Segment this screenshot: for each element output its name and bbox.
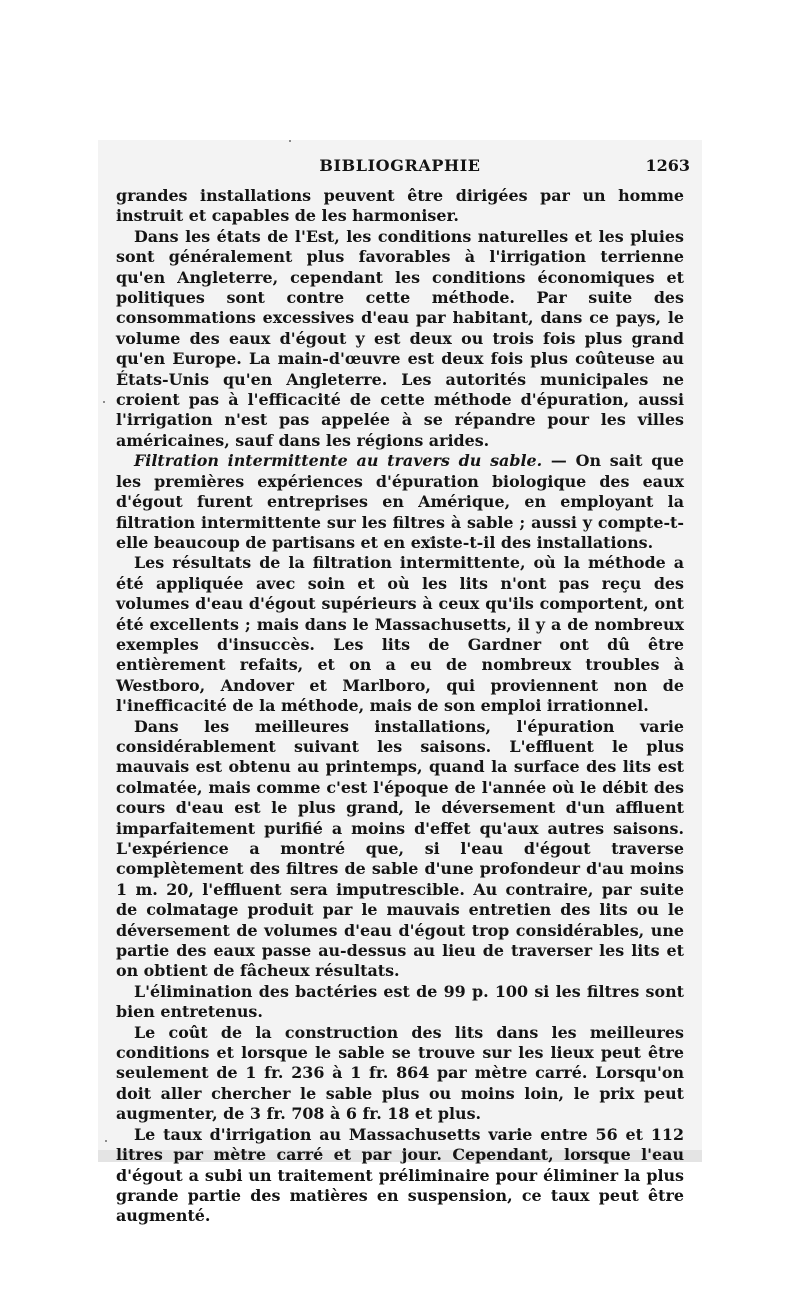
- paragraph: [116, 982, 684, 1023]
- paragraph: [116, 717, 684, 982]
- page-number: 1263: [645, 156, 690, 175]
- section-heading-italic: Filtration intermittente au travers du sable.: [134, 451, 543, 471]
- paragraph-text: Dans les états de l'Est, les conditions naturelles et les pluies sont généralement plus favorables à l'irrigation terrienne qu'en Angleterre, cependant les conditions économiques et politiques sont contre cette méthode. Par suite des consommations excessives d'eau par habitant, dans ce pays, le volume des eaux d'égout y est deux ou trois fois plus grand qu'en Europe. La main-d'œuvre est deux fois plus coûteuse au États-Unis qu'en Angleterre. Les autorités municipales ne croient pas à l'efficacité de cette méthode d'épuration, aussi l'irrigation n'est pas appelée à se répandre pour les villes américaines, sauf dans les régions arides.: [116, 226, 684, 450]
- paragraph-text: L'élimination des bactéries est de 99 p. 100 si les filtres sont bien entretenus.: [116, 981, 684, 1022]
- paragraph: [116, 186, 684, 227]
- paragraph-text: — On sait que les premières expériences d'épuration biologique des eaux d'égout furent entreprises en Amérique, en employant la filtration intermittente sur les filtres à sable ; aussi y compte-t-elle beaucoup de partisans et en existe-t-il des installations.: [116, 451, 684, 552]
- paragraph: [116, 227, 684, 451]
- scan-speck: [289, 140, 291, 142]
- running-title: BIBLIOGRAPHIE: [319, 156, 481, 175]
- page-header: [116, 152, 690, 180]
- paragraph-text: Dans les meilleures installations, l'épuration varie considérablement suivant les saisons. L'effluent le plus mauvais est obtenu au printemps, quand la surface des lits est colmatée, mais comme c'est l'époque de l'année où le débit des cours d'eau est le plus grand, le déversement d'un affluent imparfaitement purifié a moins d'effet qu'aux autres saisons. L'expérience a montré que, si l'eau d'égout traverse complètement des filtres de sable d'une profondeur d'au moins 1 m. 20, l'effluent sera imputrescible. Au contraire, par suite de colmatage produit par le mauvais entretien des lits ou le déversement de volumes d'eau d'égout trop considérables, une partie des eaux passe au-dessus au lieu de traverser les lits et on obtient de fâcheux résultats.: [116, 716, 684, 981]
- book-page: [116, 152, 690, 1227]
- paragraph: [116, 1125, 684, 1227]
- paragraph-text: Le taux d'irrigation au Massachusetts varie entre 56 et 112 litres par mètre carré et par jour. Cependant, lorsque l'eau d'égout a subi un traitement préliminaire pour éliminer la plus grande partie des matières en suspension, ce taux peut être augmenté.: [116, 1124, 684, 1226]
- paragraph: [116, 451, 684, 553]
- paragraph-text: Le coût de la construction des lits dans les meilleures conditions et lorsque le sable se trouve sur les lieux peut être seulement de 1 fr. 236 à 1 fr. 864 par mètre carré. Lorsqu'on doit aller chercher le sable plus ou moins loin, le prix peut augmenter, de 3 fr. 708 à 6 fr. 18 et plus.: [116, 1022, 684, 1124]
- paragraph: [116, 553, 684, 716]
- paragraph-text: grandes installations peuvent être dirigées par un homme instruit et capables de les harmoniser.: [116, 186, 684, 226]
- body-text: [116, 186, 684, 1227]
- paragraph: [116, 1023, 684, 1125]
- paragraph-text: Les résultats de la filtration intermittente, où la méthode a été appliquée avec soin et où les lits n'ont pas reçu des volumes d'eau d'égout supérieurs à ceux qu'ils comportent, ont été excellents ; mais dans le Massachusetts, il y a de nombreux exemples d'insuccès. Les lits de Gardner ont dû être entièrement refaits, et on a eu de nombreux troubles à Westboro, Andover et Marlboro, qui proviennent non de l'inefficacité de la méthode, mais de son emploi irrationnel.: [116, 553, 684, 716]
- scan-speck: [105, 1140, 107, 1142]
- scan-speck: [103, 401, 105, 403]
